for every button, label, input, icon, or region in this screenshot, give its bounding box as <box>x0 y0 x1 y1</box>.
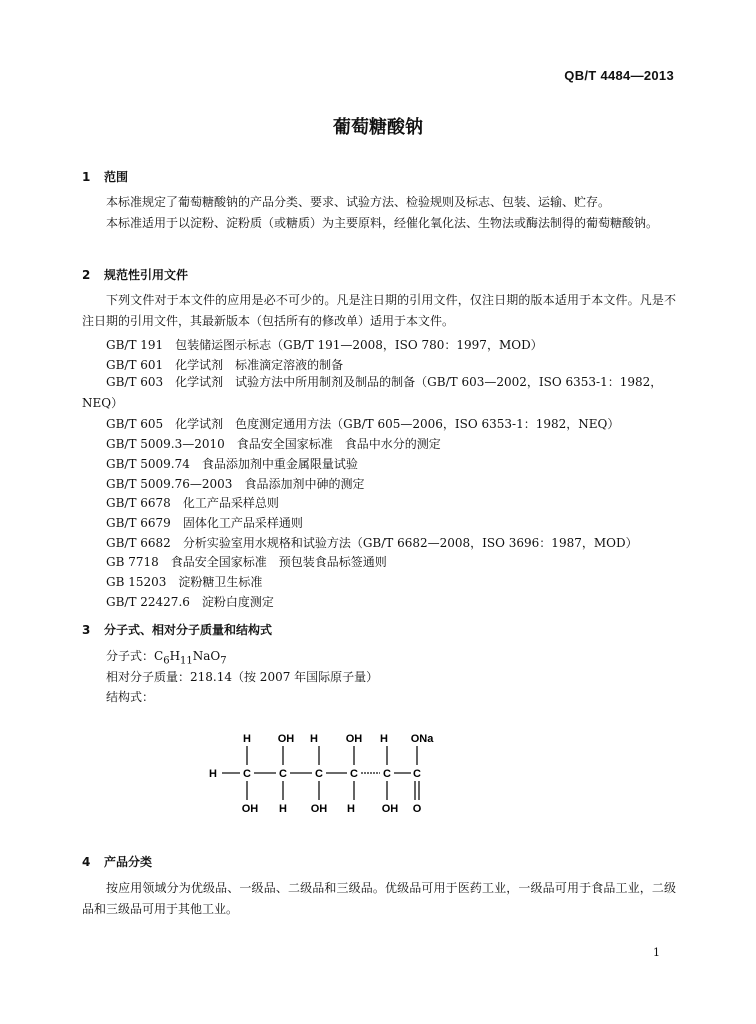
section-1-paragraph-1: 本标准规定了葡萄糖酸钠的产品分类、要求、试验方法、检验规则及标志、包装、运输、贮存。 <box>106 195 611 209</box>
structural-formula-diagram <box>204 728 464 828</box>
reference-item: GB/T 6679 固体化工产品采样通则 <box>106 516 303 530</box>
atom-label: OH <box>310 803 328 815</box>
section-1-heading: 1 范围 <box>82 170 129 184</box>
atom-label: H <box>279 803 287 815</box>
reference-item: GB/T 5009.76—2003 食品添加剂中砷的测定 <box>106 477 365 491</box>
atom-label: ONa <box>410 733 434 745</box>
atom-label: OH <box>277 733 295 745</box>
atom-label: C <box>315 768 323 780</box>
standard-number: QB/T 4484—2013 <box>564 68 674 83</box>
molecular-mass: 相对分子质量：218.14（按 2007 年国际原子量） <box>106 670 379 684</box>
reference-item: GB/T 191 包装储运图示标志（GB/T 191—2008，ISO 780：1997，MOD） <box>106 338 543 352</box>
atom-label: H <box>347 803 355 815</box>
reference-item: GB 7718 食品安全国家标准 预包装食品标签通则 <box>106 555 387 569</box>
reference-item: GB/T 6682 分析实验室用水规格和试验方法（GB/T 6682—2008，ISO 3696：1987，MOD） <box>106 536 638 550</box>
atom-label: OH <box>241 803 259 815</box>
section-4-heading: 4 产品分类 <box>82 855 153 869</box>
atom-label: H <box>380 733 388 745</box>
section-1-paragraph-2: 本标准适用于以淀粉、淀粉质（或糖质）为主要原料，经催化氧化法、生物法或酶法制得的葡萄糖酸钠。 <box>106 216 659 230</box>
section-4-paragraph: 按应用领域分为优级品、一级品、二级品和三级品。优级品可用于医药工业，一级品可用于食品工业，二级品和三级品可用于其他工业。 <box>82 881 676 916</box>
atom-label: O <box>412 803 422 815</box>
atom-label: C <box>243 768 251 780</box>
section-3-heading: 3 分子式、相对分子质量和结构式 <box>82 623 273 637</box>
atom-label: C <box>413 768 421 780</box>
atom-label: H <box>310 733 318 745</box>
reference-item: GB/T 603 化学试剂 试验方法中所用制剂及制品的制备（GB/T 603—2002，ISO 6353-1：1982，NEQ） <box>82 375 663 410</box>
atom-label: H <box>209 768 217 780</box>
reference-item: GB/T 605 化学试剂 色度测定通用方法（GB/T 605—2006，ISO 6353-1：1982，NEQ） <box>106 417 620 431</box>
reference-item: GB 15203 淀粉糖卫生标准 <box>106 575 263 589</box>
page-number: 1 <box>653 946 660 959</box>
reference-item: GB/T 601 化学试剂 标准滴定溶液的制备 <box>106 358 344 372</box>
atom-label: OH <box>381 803 399 815</box>
reference-item: GB/T 6678 化工产品采样总则 <box>106 496 279 510</box>
molecular-formula: 分子式：$C_6H_{11}NaO_7$ <box>106 649 227 667</box>
atom-label: C <box>350 768 358 780</box>
atom-label: C <box>279 768 287 780</box>
page-title: 葡萄糖酸钠 <box>333 117 423 138</box>
atom-label: OH <box>345 733 363 745</box>
section-2-intro: 下列文件对于本文件的应用是必不可少的。凡是注日期的引用文件，仅注日期的版本适用于本文件。凡是不注日期的引用文件，其最新版本（包括所有的修改单）适用于本文件。 <box>82 293 676 328</box>
structure-label: 结构式： <box>106 690 155 704</box>
reference-item: GB/T 5009.74 食品添加剂中重金属限量试验 <box>106 457 358 471</box>
atom-label: C <box>383 768 391 780</box>
reference-item: GB/T 5009.3—2010 食品安全国家标准 食品中水分的测定 <box>106 437 441 451</box>
reference-item: GB/T 22427.6 淀粉白度测定 <box>106 595 274 609</box>
section-2-heading: 2 规范性引用文件 <box>82 268 189 282</box>
atom-label: H <box>243 733 251 745</box>
